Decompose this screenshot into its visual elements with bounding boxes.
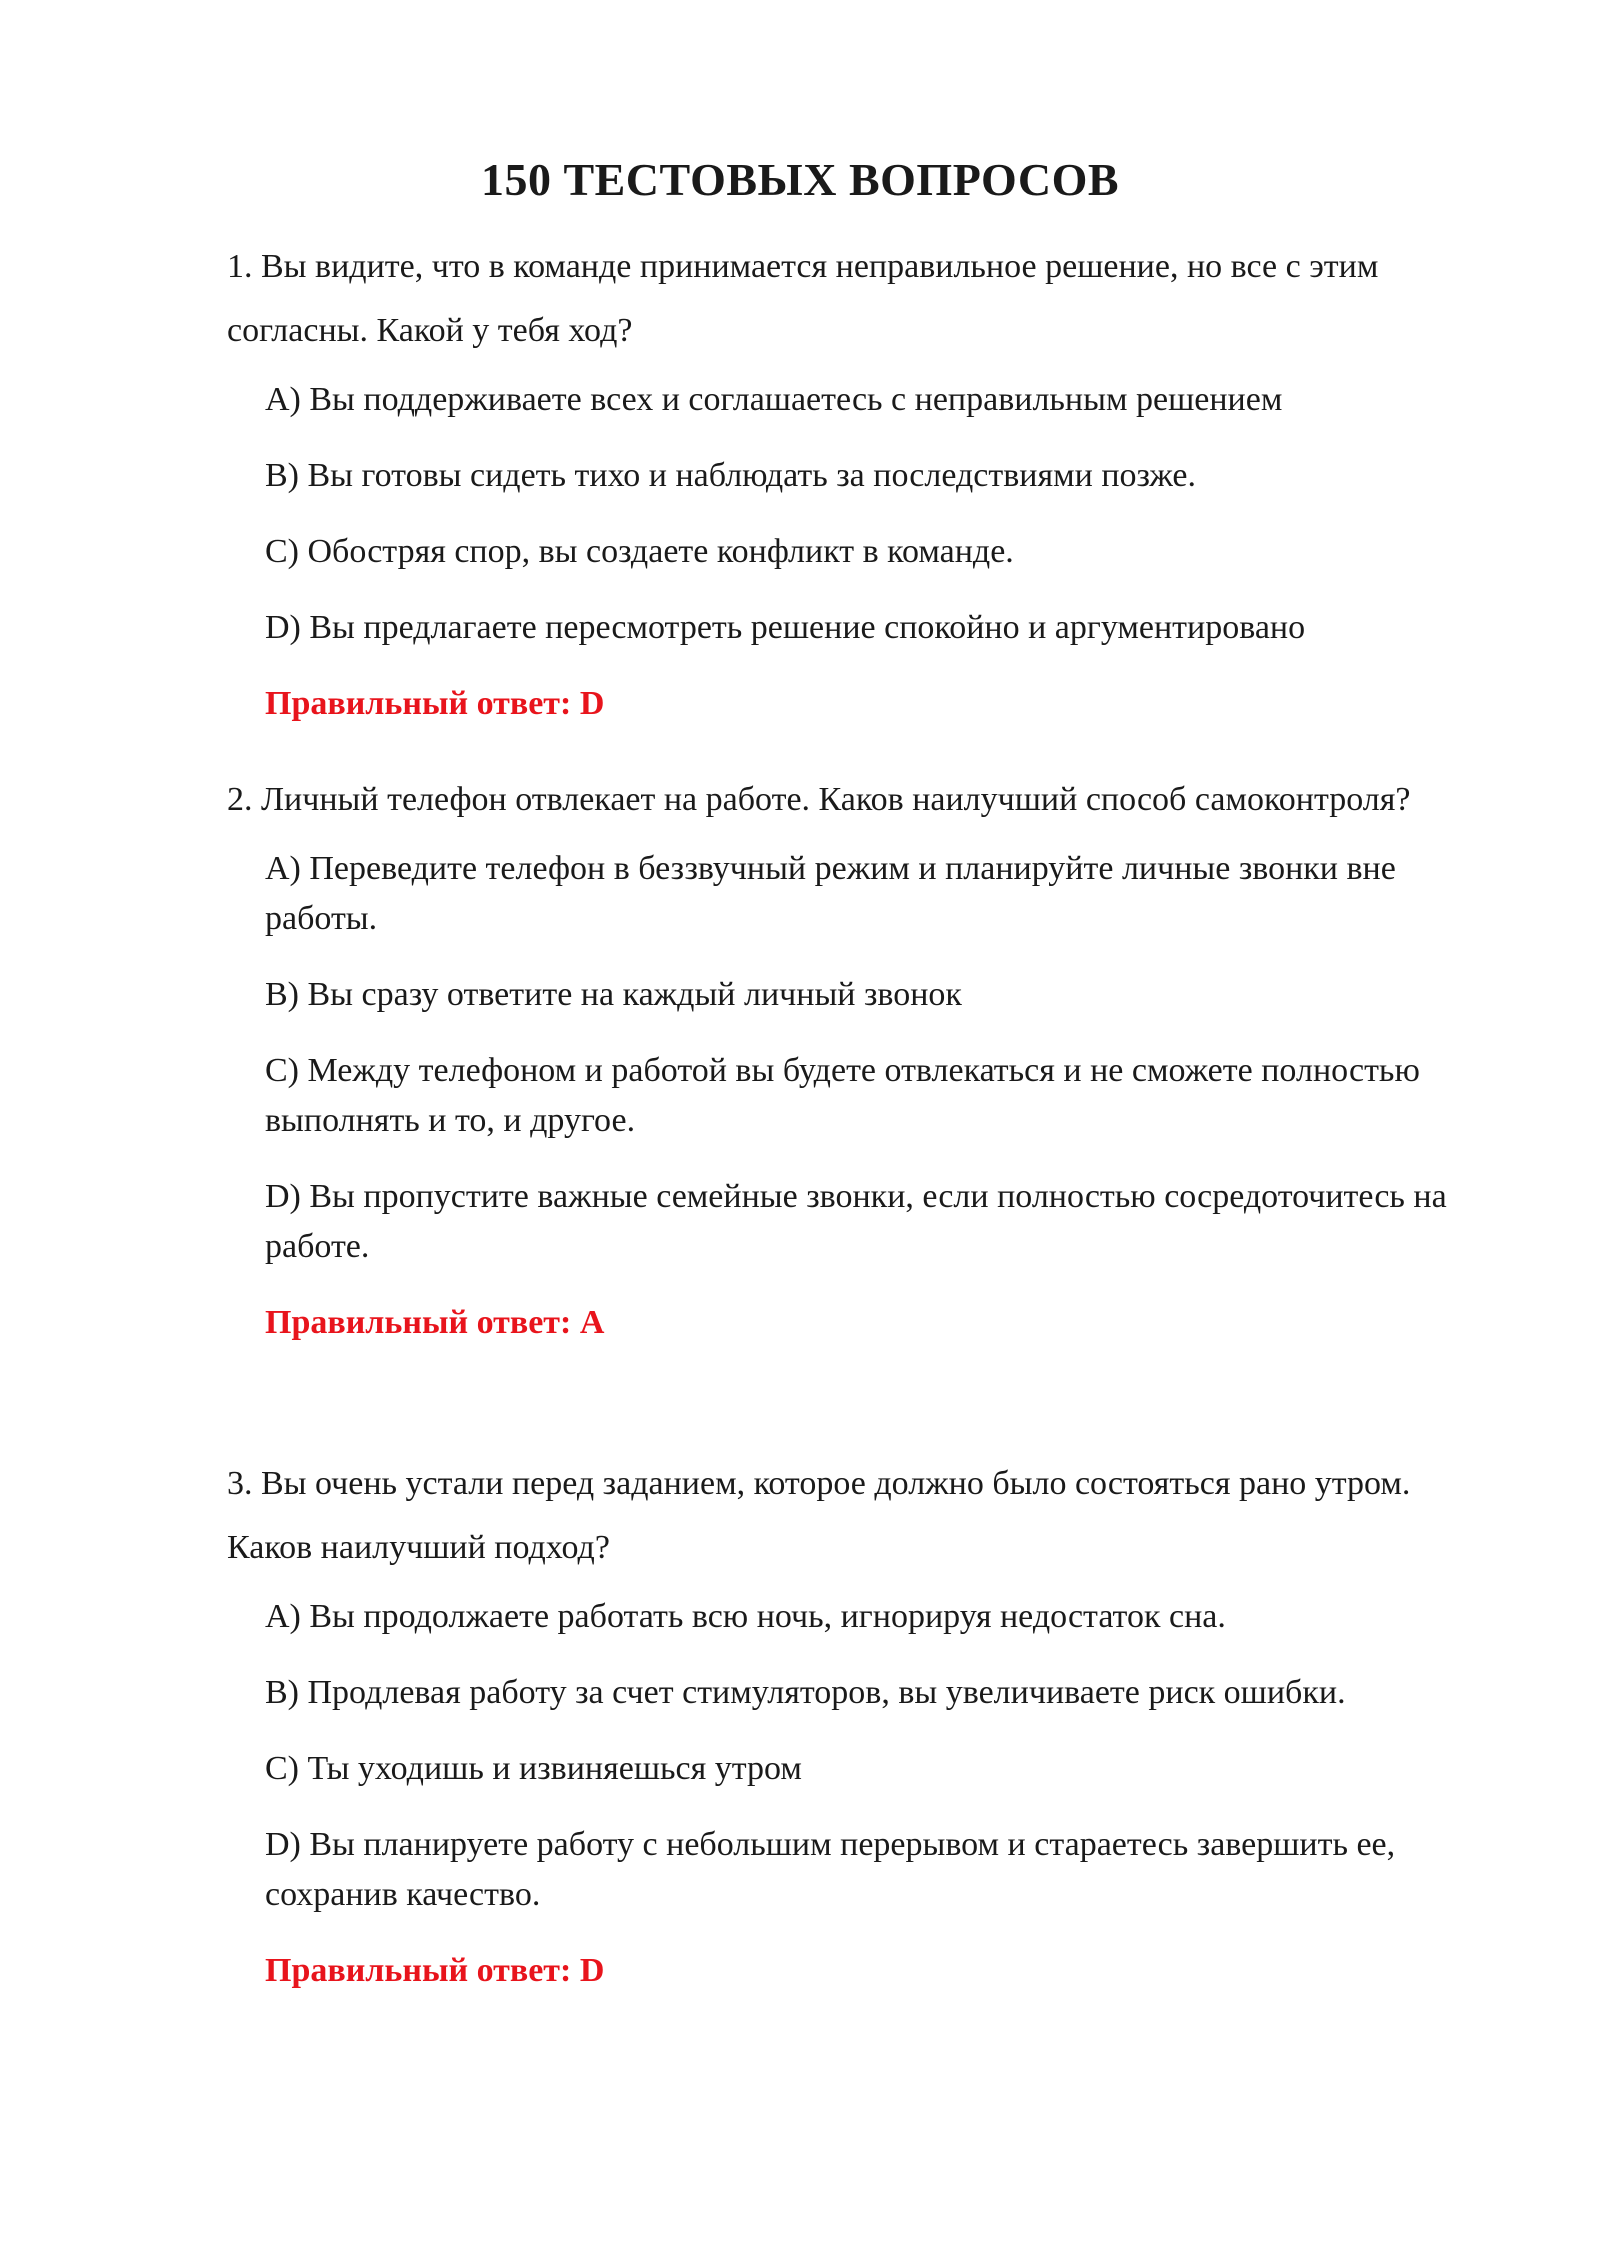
correct-answer: Правильный ответ: D — [265, 1952, 605, 1989]
option-c: C) Ты уходишь и извиняешься утром — [265, 1750, 802, 1787]
option-d: D) Вы предлагаете пересмотреть решение спокойно и аргументировано — [265, 609, 1306, 646]
correct-answer: Правильный ответ: A — [265, 1304, 605, 1341]
option-d: D) Вы пропустите важные семейные звонки, если полностью сосредоточитесь на работе. — [265, 1178, 1447, 1265]
document-title: 150 ТЕСТОВЫХ ВОПРОСОВ — [480, 154, 1120, 205]
options-list — [227, 375, 1467, 653]
question-2 — [227, 768, 1467, 1348]
option-a: A) Переведите телефон в беззвучный режим и планируйте личные звонки вне работы. — [265, 850, 1396, 937]
option-c: C) Между телефоном и работой вы будете отвлекаться и не сможете полностью выполнять и то, и другое. — [265, 1052, 1420, 1139]
question-text: 2. Личный телефон отвлекает на работе. Каков наилучший способ самоконтроля? — [227, 781, 1411, 818]
option-b: B) Вы сразу ответите на каждый личный звонок — [265, 976, 962, 1013]
option-c: C) Обостряя спор, вы создаете конфликт в команде. — [265, 533, 1014, 570]
question-3 — [227, 1452, 1467, 1996]
question-text: 1. Вы видите, что в команде принимается неправильное решение, но все с этим согласны. Какой у тебя ход? — [227, 248, 1379, 349]
option-d: D) Вы планируете работу с небольшим перерывом и стараетесь завершить ее, сохранив качество. — [265, 1826, 1396, 1913]
option-b: B) Продлевая работу за счет стимуляторов, вы увеличиваете риск ошибки. — [265, 1674, 1346, 1711]
options-list — [227, 844, 1467, 1272]
question-text: 3. Вы очень устали перед заданием, которое должно было состояться рано утром. Каков наилучший подход? — [227, 1465, 1411, 1566]
option-b: B) Вы готовы сидеть тихо и наблюдать за последствиями позже. — [265, 457, 1196, 494]
options-list — [227, 1592, 1467, 1920]
question-1 — [227, 235, 1467, 729]
correct-answer: Правильный ответ: D — [265, 685, 605, 722]
option-a: A) Вы продолжаете работать всю ночь, игнорируя недостаток сна. — [265, 1598, 1226, 1635]
option-a: A) Вы поддерживаете всех и соглашаетесь с неправильным решением — [265, 381, 1283, 418]
